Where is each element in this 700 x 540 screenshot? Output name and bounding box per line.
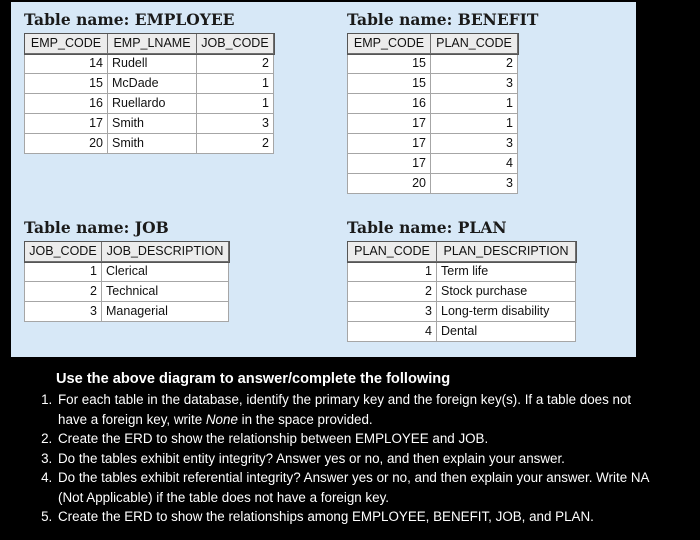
table-cell: McDade	[108, 74, 197, 94]
table-cell: Dental	[437, 322, 576, 342]
table-cell: 16	[25, 94, 108, 114]
column-header: PLAN_DESCRIPTION	[437, 242, 576, 262]
table-cell: 15	[25, 74, 108, 94]
table-cell: 1	[25, 262, 102, 282]
table-cell: Ruellardo	[108, 94, 197, 114]
table-row	[25, 54, 274, 74]
table-row	[348, 114, 518, 134]
table-cell: Stock purchase	[437, 282, 576, 302]
table-row	[348, 154, 518, 174]
table-cell: 1	[197, 74, 274, 94]
table-cell: 17	[348, 114, 431, 134]
table-row	[348, 54, 518, 74]
table-row	[348, 174, 518, 194]
employee-table	[24, 33, 274, 154]
table-cell: 2	[348, 282, 437, 302]
table-row	[25, 262, 229, 282]
table-cell: 2	[197, 54, 274, 74]
table-cell: 1	[431, 94, 518, 114]
table-cell: 2	[431, 54, 518, 74]
employee-table-block	[24, 10, 274, 154]
table-cell: 2	[25, 282, 102, 302]
table-row	[348, 74, 518, 94]
table-cell: 15	[348, 74, 431, 94]
table-row	[348, 94, 518, 114]
question-text: in the space provided.	[237, 411, 373, 427]
table-cell: Rudell	[108, 54, 197, 74]
table-cell: Managerial	[102, 302, 229, 322]
job-table-block	[24, 218, 229, 322]
table-cell: 17	[348, 154, 431, 174]
table-header-row	[348, 242, 576, 262]
question-item: 5. Create the ERD to show the relationships among EMPLOYEE, BENEFIT, JOB, and PLAN.	[56, 507, 652, 527]
questions-section	[32, 371, 652, 527]
table-cell: 3	[348, 302, 437, 322]
question-item: 4. Do the tables exhibit referential integrity? Answer yes or no, and then explain your answer. Write NA (Not Applicable) if the table does not have a foreign key.	[56, 468, 652, 507]
table-cell: 1	[197, 94, 274, 114]
table-cell: 3	[431, 134, 518, 154]
job-table	[24, 241, 229, 322]
table-cell: 4	[348, 322, 437, 342]
table-cell: 4	[431, 154, 518, 174]
table-row	[25, 114, 274, 134]
table-row	[25, 134, 274, 154]
question-emphasis: None	[205, 411, 238, 427]
employee-table-title: Table name: EMPLOYEE	[24, 10, 235, 29]
table-cell: Long-term disability	[437, 302, 576, 322]
table-cell: 3	[431, 74, 518, 94]
job-table-title: Table name: JOB	[24, 218, 169, 237]
table-cell: 15	[348, 54, 431, 74]
table-cell: 20	[25, 134, 108, 154]
question-list	[32, 390, 652, 527]
table-cell: 20	[348, 174, 431, 194]
table-row	[348, 302, 576, 322]
table-row	[348, 134, 518, 154]
table-cell: 1	[431, 114, 518, 134]
column-header: EMP_LNAME	[108, 34, 197, 54]
table-cell: 14	[25, 54, 108, 74]
benefit-table	[347, 33, 518, 194]
questions-heading: Use the above diagram to answer/complete the following	[56, 371, 451, 387]
table-cell: 17	[348, 134, 431, 154]
question-item	[56, 390, 652, 429]
table-cell: 2	[197, 134, 274, 154]
column-header: JOB_DESCRIPTION	[102, 242, 229, 262]
diagram-panel	[11, 2, 636, 357]
question-text: For each table in the database, identify the primary key and the foreign key(s). If a table does not have a foreign key, write	[58, 392, 632, 427]
table-header-row	[25, 34, 274, 54]
table-cell: Technical	[102, 282, 229, 302]
column-header: JOB_CODE	[197, 34, 274, 54]
table-header-row	[348, 34, 518, 54]
question-item: 2. Create the ERD to show the relationship between EMPLOYEE and JOB.	[56, 429, 652, 449]
table-cell: 3	[197, 114, 274, 134]
table-header-row	[25, 242, 229, 262]
plan-table	[347, 241, 576, 342]
column-header: EMP_CODE	[25, 34, 108, 54]
table-row	[348, 322, 576, 342]
table-cell: Smith	[108, 114, 197, 134]
table-row	[348, 282, 576, 302]
table-cell: 1	[348, 262, 437, 282]
table-cell: 3	[431, 174, 518, 194]
question-item: 3. Do the tables exhibit entity integrity? Answer yes or no, and then explain your answer.	[56, 449, 652, 469]
plan-table-title: Table name: PLAN	[347, 218, 507, 237]
column-header: JOB_CODE	[25, 242, 102, 262]
table-cell: 17	[25, 114, 108, 134]
benefit-table-title: Table name: BENEFIT	[347, 10, 539, 29]
table-cell: Smith	[108, 134, 197, 154]
table-row	[25, 302, 229, 322]
table-cell: 3	[25, 302, 102, 322]
table-row	[348, 262, 576, 282]
plan-table-block	[347, 218, 576, 342]
table-cell: Term life	[437, 262, 576, 282]
table-cell: Clerical	[102, 262, 229, 282]
column-header: PLAN_CODE	[348, 242, 437, 262]
table-row	[25, 74, 274, 94]
table-row	[25, 94, 274, 114]
benefit-table-block	[347, 10, 538, 194]
table-cell: 16	[348, 94, 431, 114]
table-row	[25, 282, 229, 302]
column-header: EMP_CODE	[348, 34, 431, 54]
column-header: PLAN_CODE	[431, 34, 518, 54]
